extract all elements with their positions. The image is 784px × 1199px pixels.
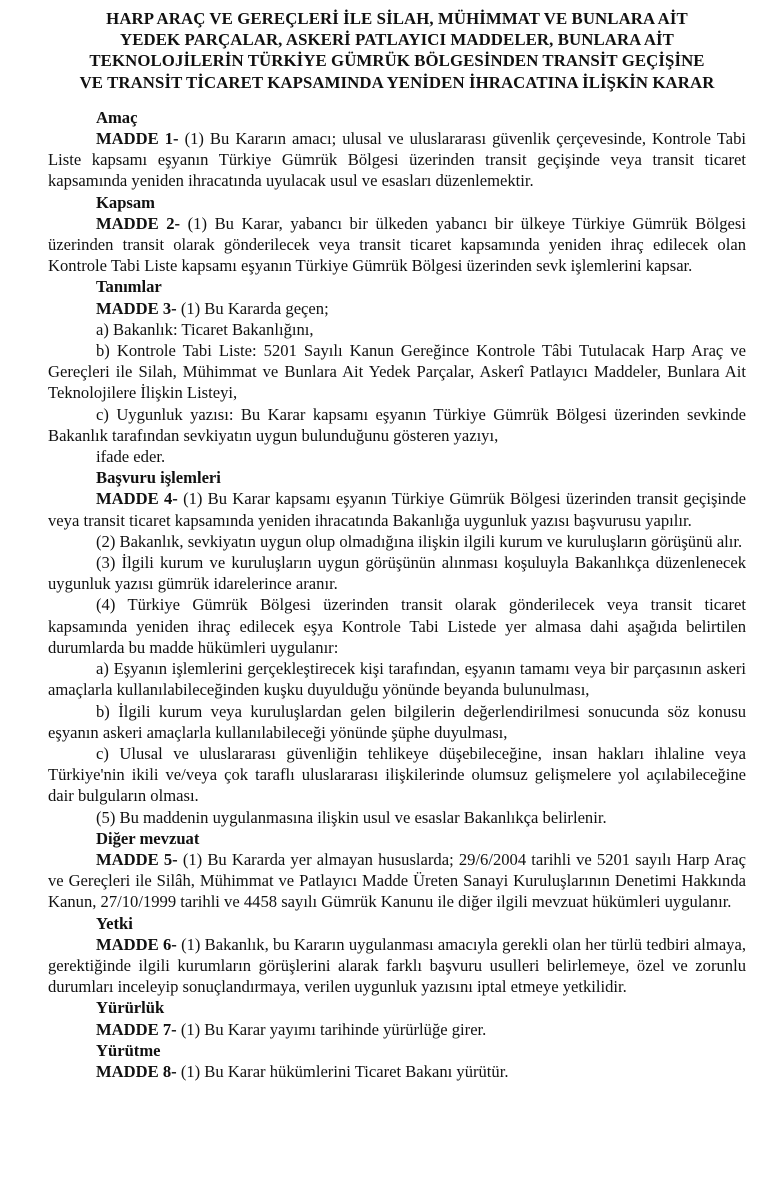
section-heading-yurutme: Yürütme — [96, 1040, 161, 1060]
article-text: (1) Bu Karar yayımı tarihinde yürürlüğe girer. — [180, 1019, 487, 1039]
article-text: (1) Bakanlık, bu Kararın uygulanması amacıyla gerekli olan her türlü tedbiri almaya, gerektiğinde ilgili kurumların görüşlerini alarak farklı başvuru usulleri belirlemeye, özel ve zorunlu durumları inceleyip sonuçlandırmaya, verilen uygunluk yazısını iptal etmeye yetkilidir. — [48, 934, 746, 997]
article-number: MADDE 5- — [96, 849, 178, 869]
definition-c: c) Uygunluk yazısı: Bu Karar kapsamı eşyanın Türkiye Gümrük Bölgesi üzerinden sevkinde Bakanlık tarafından sevkiyatın uygun bulunduğunu gösteren yazıyı, — [48, 404, 746, 445]
article-text: (1) Bu Karar kapsamı eşyanın Türkiye Gümrük Bölgesi üzerinden transit geçişinde veya transit ticaret kapsamında yeniden ihracatında Bakanlığa uygunluk yazısı başvurusu yapılır. — [48, 489, 746, 530]
article-4-paragraph-3: (3) İlgili kurum ve kuruluşların uygun görüşünün alınması koşuluyla Bakanlıkça düzenlenecek uygunluk yazısı gümrük idarelerince aranır. — [48, 553, 746, 594]
article-number: MADDE 1- — [96, 129, 179, 149]
article-text: (1) Bu Kararda geçen; — [180, 298, 329, 318]
definition-b: b) Kontrole Tabi Liste: 5201 Sayılı Kanun Gereğince Kontrole Tâbi Tutulacak Harp Araç ve Gereçleri ile Silah, Mühimmat ve Bunlara Ait Yedek Parçalar, Askerî Patlayıcı Maddeler, Bunlara Ait Teknolojilere İlişkin Listeyi, — [48, 341, 746, 403]
article-number: MADDE 3- — [96, 298, 177, 318]
article-4-item-c: c) Ulusal ve uluslararası güvenliğin tehlikeye düşebileceğine, insan hakları ihlaline veya Türkiye'nin ikili ve/veya çok taraflı uluslararası ilişkilerinde olumsuz gelişmelere yol açılabileceğine dair bulguların olması. — [48, 743, 746, 806]
section-heading-amac: Amaç — [96, 107, 138, 127]
article-3 — [48, 298, 746, 319]
article-number: MADDE 8- — [96, 1061, 177, 1081]
article-text: (1) Bu Kararın amacı; ulusal ve uluslararası güvenlik çerçevesinde, Kontrole Tabi Liste kapsamı eşyanın Türkiye Gümrük Bölgesi üzerinden transit geçişinde veya transit ticaret kapsamında yeniden ihracatında uyulacak usul ve esasları düzenlemektir. — [48, 129, 746, 191]
section-heading-yururluk: Yürürlük — [96, 998, 165, 1018]
section-heading-diger: Diğer mevzuat — [96, 828, 200, 848]
article-8 — [48, 1061, 746, 1082]
definition-a: a) Bakanlık: Ticaret Bakanlığını, — [96, 319, 314, 339]
title-line: VE TRANSİT TİCARET KAPSAMINDA YENİDEN İHRACATINA İLİŞKİN KARAR — [79, 72, 715, 92]
title-line: YEDEK PARÇALAR, ASKERİ PATLAYICI MADDELER, BUNLARA AİT — [120, 30, 674, 50]
article-5 — [48, 849, 746, 913]
article-number: MADDE 6- — [96, 934, 177, 954]
article-4 — [48, 488, 746, 530]
article-number: MADDE 4- — [96, 489, 178, 509]
article-4-item-b: b) İlgili kurum veya kuruluşlardan gelen bilgilerin değerlendirilmesi sonucunda söz konusu eşyanın askeri amaçlarla kullanılabileceği yönünde şüphe duyulması, — [48, 701, 746, 742]
definition-end: ifade eder. — [96, 447, 166, 467]
article-4-paragraph-4: (4) Türkiye Gümrük Bölgesi üzerinden transit olarak gönderilecek veya transit ticaret kapsamında yeniden ihraç edilecek eşya Kontrole Tabi Listede yer almasa dahi aşağıda belirtilen durumlarda bu madde hükümleri uygulanır: — [48, 595, 746, 657]
article-text: (1) Bu Karar hükümlerini Ticaret Bakanı yürütür. — [180, 1061, 509, 1081]
article-number: MADDE 7- — [96, 1019, 177, 1039]
article-text: (1) Bu Kararda yer almayan hususlarda; 29/6/2004 tarihli ve 5201 sayılı Harp Araç ve Gereçleri ile Silâh, Mühimmat ve Patlayıcı Madde Üreten Sanayi Kuruluşlarının Denetimi Hakkında Kanun, 27/10/1999 tarihli ve 4458 sayılı Gümrük Kanunu ile diğer ilgili mevzuat hükümleri uygulanır. — [48, 849, 746, 912]
document-title — [48, 8, 746, 93]
article-4-item-a: a) Eşyanın işlemlerini gerçekleştirecek kişi tarafından, eşyanın tamamı veya bir parçasının askeri amaçlarla kullanılabileceğinden kuşku duyulduğu yönünde beyanda bulunulması, — [48, 659, 746, 700]
title-line: HARP ARAÇ VE GEREÇLERİ İLE SİLAH, MÜHİMMAT VE BUNLARA AİT — [106, 9, 688, 28]
article-4-paragraph-2: (2) Bakanlık, sevkiyatın uygun olup olmadığına ilişkin ilgili kurum ve kuruluşların görüşünü alır. — [96, 531, 743, 551]
article-number: MADDE 2- — [96, 213, 181, 233]
article-6 — [48, 934, 746, 998]
article-text: (1) Bu Karar, yabancı bir ülkeden yabancı bir ülkeye Türkiye Gümrük Bölgesi üzerinden transit olarak gönderilecek veya transit ticaret kapsamında yeniden ihraç edilecek olan Kontrole Tabi Liste kapsamı eşyanın Türkiye Gümrük Bölgesi üzerinden sevk işlemlerini kapsar. — [48, 213, 746, 276]
title-line: TEKNOLOJİLERİN TÜRKİYE GÜMRÜK BÖLGESİNDEN TRANSİT GEÇİŞİNE — [89, 51, 705, 71]
section-heading-basvuru: Başvuru işlemleri — [96, 468, 221, 488]
article-1 — [48, 128, 746, 192]
section-heading-yetki: Yetki — [96, 913, 133, 933]
section-heading-tanimlar: Tanımlar — [96, 277, 162, 297]
article-2 — [48, 213, 746, 277]
article-7 — [48, 1019, 746, 1040]
article-4-paragraph-5: (5) Bu maddenin uygulanmasına ilişkin usul ve esaslar Bakanlıkça belirlenir. — [96, 807, 607, 827]
section-heading-kapsam: Kapsam — [96, 192, 156, 212]
